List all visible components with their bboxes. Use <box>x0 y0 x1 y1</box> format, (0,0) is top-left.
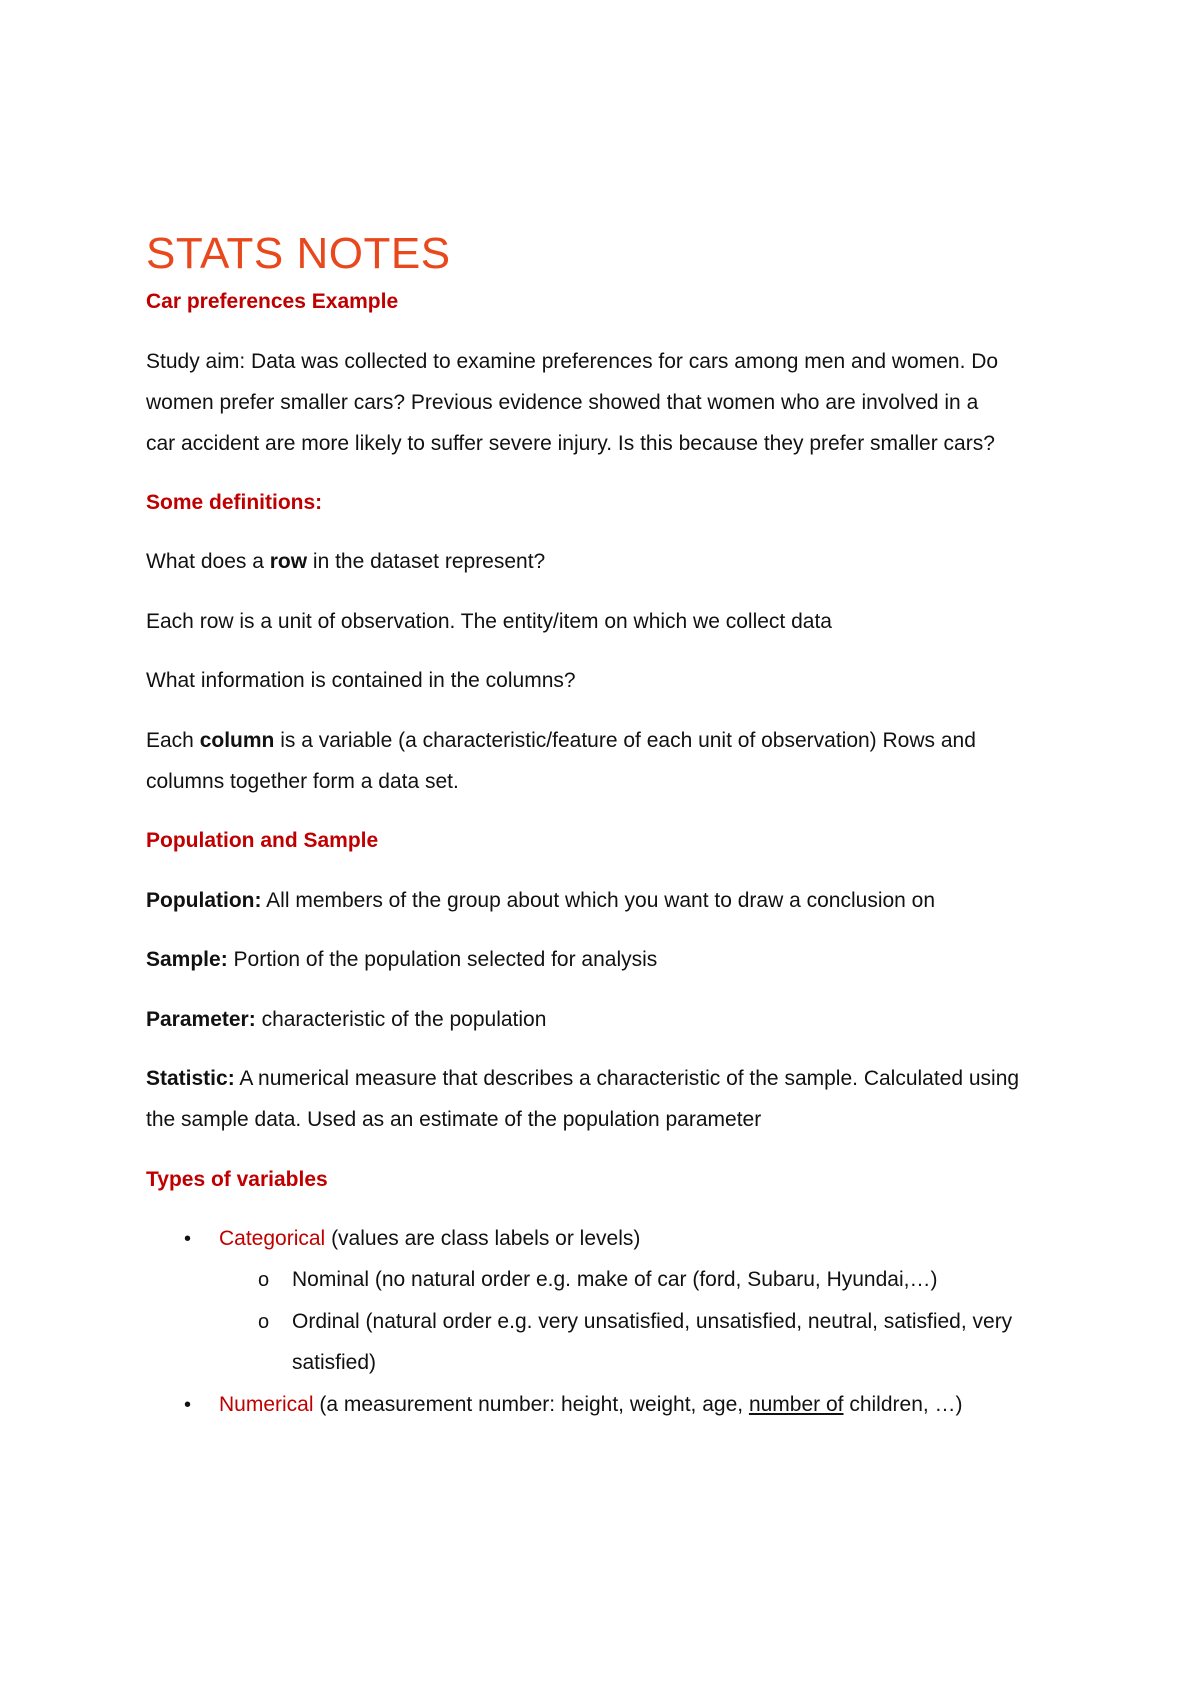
sub-bullet-icon: o <box>258 1269 270 1291</box>
numerical-post: children, …) <box>843 1393 963 1416</box>
term-statistic: Statistic: <box>146 1067 235 1090</box>
types-heading: Types of variables <box>146 1168 328 1191</box>
definition-statistic-line-2: the sample data. Used as an estimate of the population parameter <box>146 1108 762 1131</box>
term-parameter: Parameter: <box>146 1008 256 1031</box>
list-item-ordinal: Ordinal (natural order e.g. very unsatisfied, unsatisfied, neutral, satisfied, very <box>292 1310 1013 1333</box>
definition-parameter <box>146 1006 546 1034</box>
bullet-icon: • <box>184 1228 192 1250</box>
page-title: STATS NOTES <box>146 229 451 278</box>
study-aim-line-2: women prefer smaller cars? Previous evidence showed that women who are involved in a <box>146 391 979 414</box>
answer-row: Each row is a unit of observation. The entity/item on which we collect data <box>146 610 832 633</box>
def-parameter: characteristic of the population <box>255 1008 547 1031</box>
definitions-heading: Some definitions: <box>146 491 323 514</box>
population-sample-heading: Population and Sample <box>146 829 379 852</box>
bullet-icon: • <box>184 1394 192 1416</box>
list-item-ordinal-line-2: satisfied) <box>292 1351 377 1374</box>
def-population: All members of the group about which you want to draw a conclusion on <box>261 889 936 912</box>
answer-column-bold: column <box>199 729 275 752</box>
def-sample: Portion of the population selected for analysis <box>227 948 658 971</box>
definition-statistic <box>146 1065 1019 1093</box>
term-population: Population: <box>146 889 262 912</box>
answer-column-post: is a variable (a characteristic/feature of each unit of observation) Rows and <box>274 729 976 752</box>
question-row <box>146 548 545 576</box>
term-sample: Sample: <box>146 948 228 971</box>
definition-sample <box>146 946 657 974</box>
question-row-post: in the dataset represent? <box>307 550 546 573</box>
question-row-pre: What does a <box>146 550 270 573</box>
answer-column-line-1 <box>146 727 976 755</box>
car-example-heading: Car preferences Example <box>146 290 399 313</box>
answer-column-line-2: columns together form a data set. <box>146 770 459 793</box>
study-aim-line-1: Study aim: Data was collected to examine preferences for cars among men and women. Do <box>146 350 999 373</box>
sub-bullet-icon: o <box>258 1311 270 1333</box>
list-item-numerical <box>219 1391 963 1419</box>
question-columns: What information is contained in the columns? <box>146 669 576 692</box>
definition-population <box>146 887 935 915</box>
numerical-label: Numerical <box>219 1393 314 1416</box>
categorical-label: Categorical <box>219 1227 326 1250</box>
numerical-underlined: number of <box>748 1393 844 1416</box>
study-aim-line-3: car accident are more likely to suffer severe injury. Is this because they prefer smaller cars? <box>146 432 995 455</box>
list-item-categorical <box>219 1225 640 1253</box>
answer-column-pre: Each <box>146 729 200 752</box>
question-row-bold: row <box>269 550 308 573</box>
categorical-text: (values are class labels or levels) <box>325 1227 641 1250</box>
list-item-nominal: Nominal (no natural order e.g. make of car (ford, Subaru, Hyundai,…) <box>292 1268 938 1291</box>
def-statistic: A numerical measure that describes a characteristic of the sample. Calculated using <box>234 1067 1020 1090</box>
numerical-pre: (a measurement number: height, weight, age, <box>313 1393 749 1416</box>
